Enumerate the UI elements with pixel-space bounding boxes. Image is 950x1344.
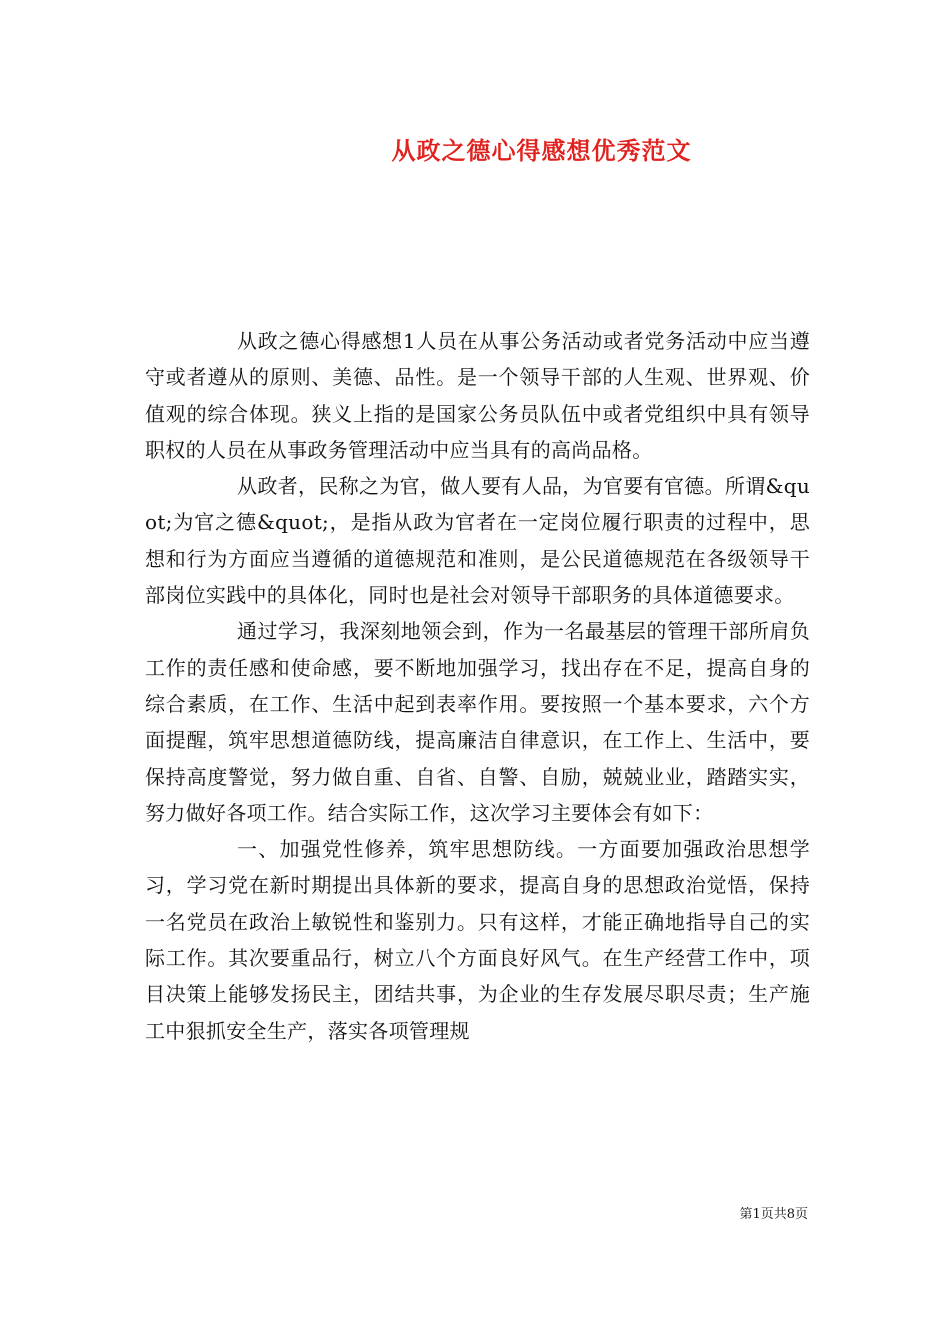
document-title: 从政之德心得感想优秀范文 — [391, 136, 692, 165]
paragraph-4: 一、加强党性修养，筑牢思想防线。一方面要加强政治思想学习，学习党在新时期提出具体新的要求，提高自身的思想政治觉悟，保持一名党员在政治上敏锐性和鉴别力。只有这样，才能正确地指导自己的实际工作。其次要重品行，树立八个方面良好风气。在生产经营工作中，项目决策上能够发扬民主，团结共事，为企业的生存发展尽职尽责；生产施工中狠抓安全生产，落实各项管理规 — [145, 837, 810, 1043]
document-body — [145, 323, 810, 1049]
paragraph-3: 通过学习，我深刻地领会到，作为一名最基层的管理干部所肩负工作的责任感和使命感，要不断地加强学习，找出存在不足，提高自身的综合素质，在工作、生活中起到表率作用。要按照一个基本要求，六个方面提醒，筑牢思想道德防线，提高廉洁自律意识，在工作上、生活中，要保持高度警觉，努力做自重、自省、自警、自励，兢兢业业，踏踏实实，努力做好各项工作。结合实际工作，这次学习主要体会有如下： — [145, 619, 810, 825]
paragraph-1: 从政之德心得感想1人员在从事公务活动或者党务活动中应当遵守或者遵从的原则、美德、品性。是一个领导干部的人生观、世界观、价值观的综合体现。狭义上指的是国家公务员队伍中或者党组织中具有领导职权的人员在从事政务管理活动中应当具有的高尚品格。 — [145, 329, 810, 462]
page-number-footer: 第1页共8页 — [739, 1207, 808, 1222]
paragraph-2: 从政者，民称之为官，做人要有人品，为官要有官德。所谓&quot;为官之德&quot;，是指从政为官者在一定岗位履行职责的过程中，思想和行为方面应当遵循的道德规范和准则，是公民道德规范在各级领导干部岗位实践中的具体化，同时也是社会对领导干部职务的具体道德要求。 — [145, 474, 810, 608]
